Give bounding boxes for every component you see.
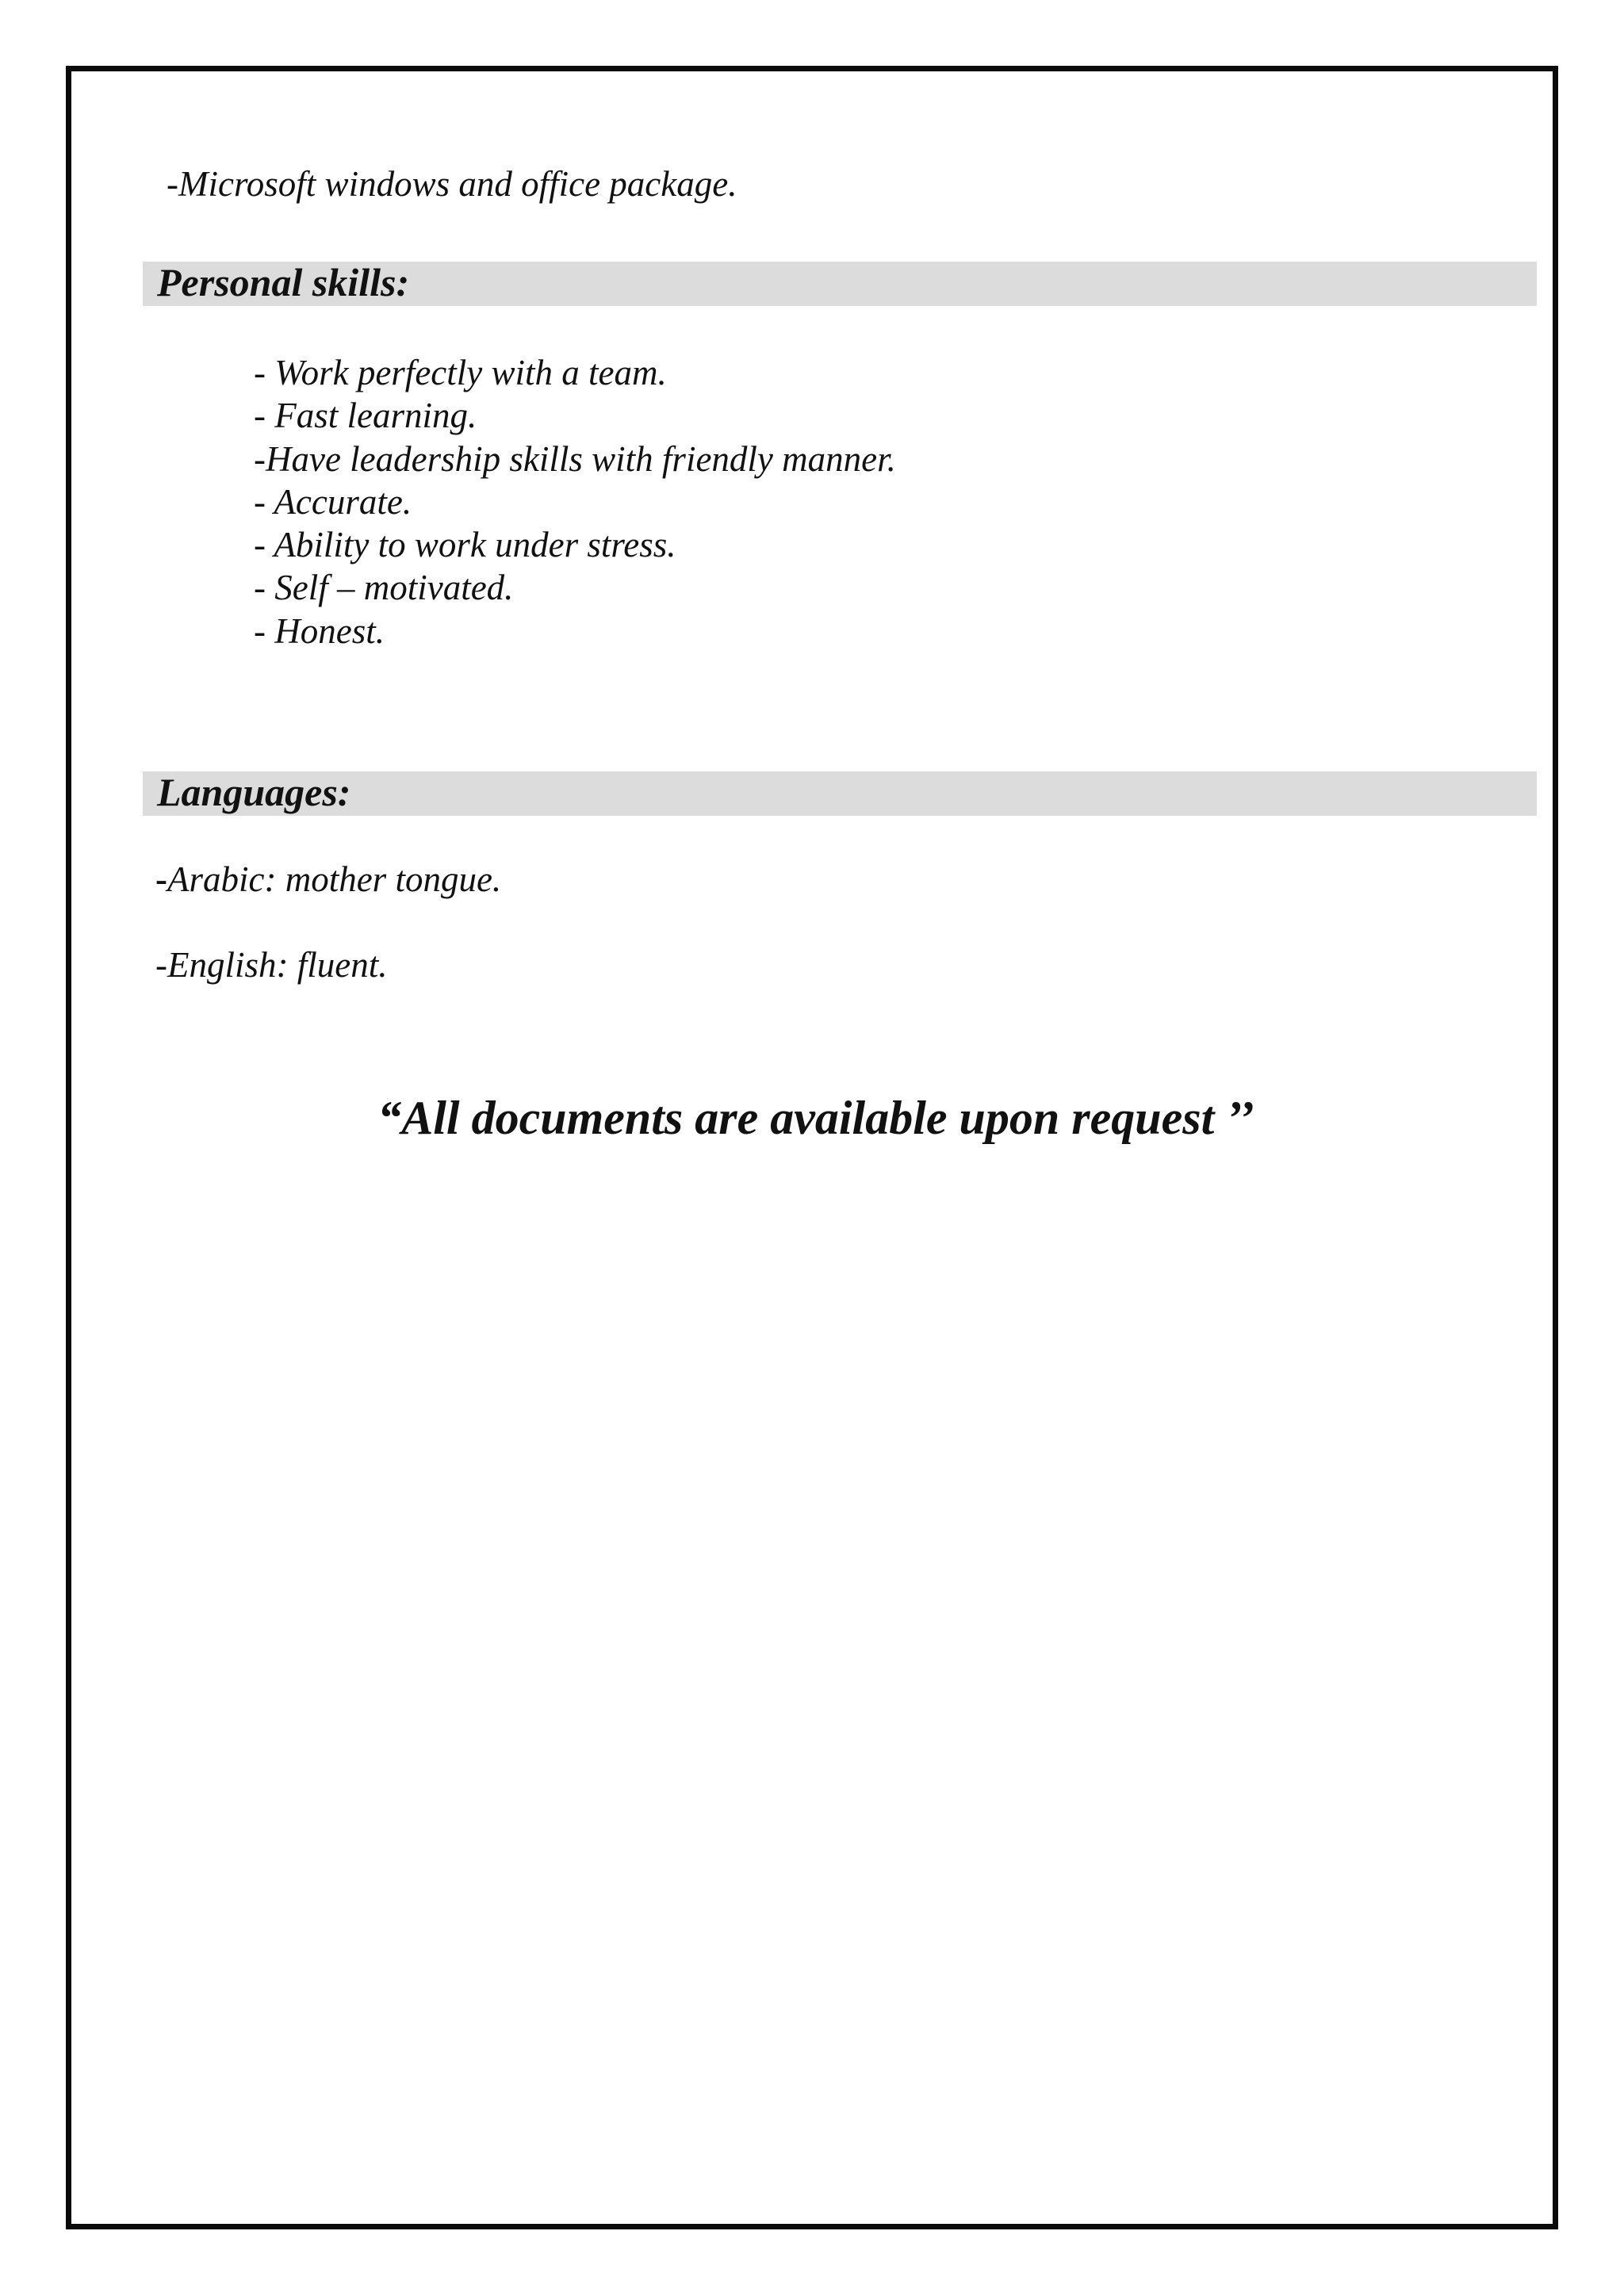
- language-arabic: [155, 858, 501, 901]
- personal-skills-heading: Personal skills:: [157, 260, 410, 304]
- list-item: -Have leadership skills with friendly manner.: [254, 438, 896, 479]
- languages-header-bar: [143, 771, 1537, 816]
- list-item: - Honest.: [254, 610, 385, 651]
- list-item: - Fast learning.: [254, 396, 477, 436]
- software-skill-line: -Microsoft windows and office package.: [167, 164, 737, 204]
- list-item: - Ability to work under stress.: [254, 525, 676, 565]
- list-item: - Self – motivated.: [254, 568, 514, 608]
- closing-note: “All documents are available upon request ’’: [377, 1092, 1254, 1144]
- language-english: -English: fluent.: [155, 945, 388, 985]
- language-arabic-text: Arabic: mother tongue.: [167, 859, 502, 899]
- language-arabic-dash: -: [155, 859, 167, 899]
- list-item: - Accurate.: [254, 481, 412, 522]
- personal-skills-list: [254, 351, 896, 652]
- list-item: - Work perfectly with a team.: [254, 353, 667, 392]
- languages-heading: Languages:: [157, 770, 351, 814]
